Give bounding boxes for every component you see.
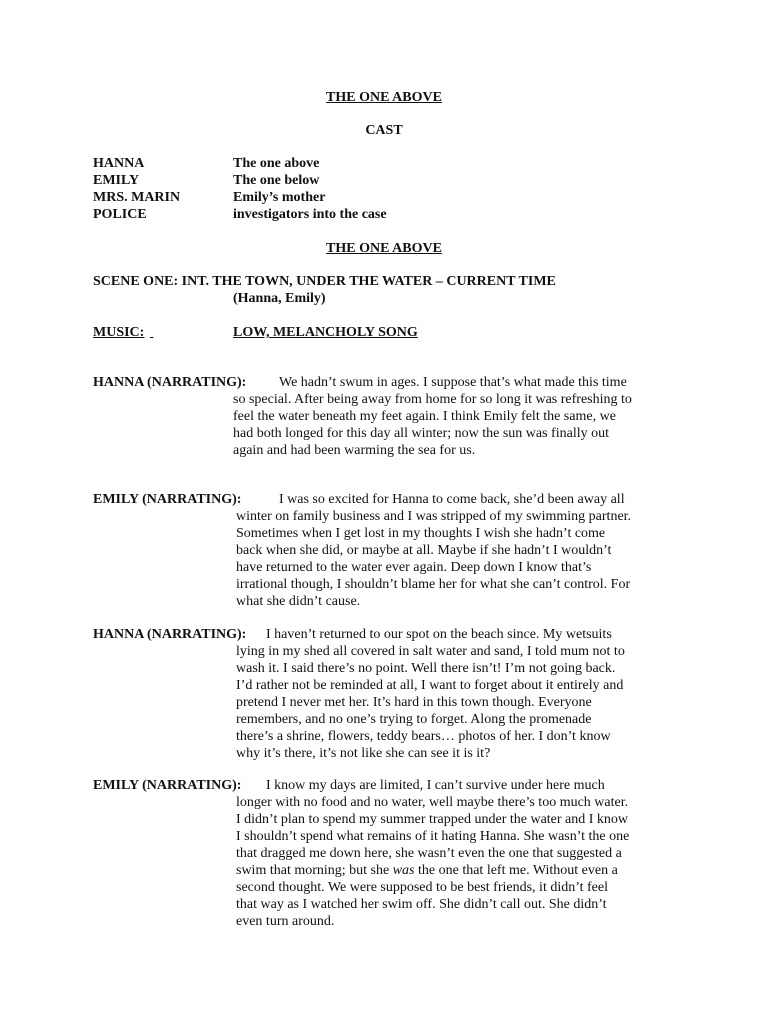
dialogue-line: irrational though, I shouldn’t blame her for what she can’t control. For [236, 577, 631, 592]
scene-characters: (Hanna, Emily) [233, 291, 326, 306]
dialogue-line: there’s a shrine, flowers, teddy bears… photos of her. I don’t know [236, 729, 611, 744]
dialogue-line: I know my days are limited, I can’t survive under here much [266, 778, 605, 793]
dialogue-line: remembers, and no one’s trying to forget. Along the promenade [236, 712, 592, 727]
dialogue-text: the one that left me. Without even a [414, 863, 618, 878]
dialogue-line: I shouldn’t spend what remains of it hating Hanna. She wasn’t the one [236, 829, 630, 844]
dialogue-line: I was so excited for Hanna to come back, she’d been away all [279, 492, 625, 507]
speaker-name: EMILY (NARRATING): [93, 778, 242, 793]
dialogue-line: wash it. I said there’s no point. Well there isn’t! I’m not going back. [236, 661, 616, 676]
dialogue-line: what she didn’t cause. [236, 594, 361, 609]
dialogue-line: that way as I watched her swim off. She didn’t call out. She didn’t [236, 897, 607, 912]
dialogue-line [236, 862, 618, 879]
dialogue-line: again and had been warming the sea for us. [233, 443, 476, 458]
dialogue-line: lying in my shed all covered in salt water and sand, I told mum not to [236, 644, 625, 659]
cast-role: The one above [233, 156, 320, 171]
music-value: LOW, MELANCHOLY SONG [233, 325, 418, 340]
dialogue-line: longer with no food and no water, well maybe there’s too much water. [236, 795, 629, 810]
cast-name: POLICE [93, 207, 147, 222]
scene-heading: SCENE ONE: INT. THE TOWN, UNDER THE WATER – CURRENT TIME [93, 274, 556, 289]
music-tab-underline [150, 324, 233, 341]
dialogue-line: even turn around. [236, 914, 335, 929]
cast-name: EMILY [93, 173, 140, 188]
music-label: MUSIC: [93, 325, 145, 340]
dialogue-line: pretend I never met her. It’s hard in this town though. Everyone [236, 695, 592, 710]
script-title: THE ONE ABOVE [326, 90, 442, 105]
dialogue-line: that dragged me down here, she wasn’t even the one that suggested a [236, 846, 622, 861]
dialogue-text: swim that morning; but she [236, 863, 393, 878]
cast-heading: CAST [365, 123, 403, 138]
cast-role: investigators into the case [233, 207, 387, 222]
dialogue-line: I didn’t plan to spend my summer trapped under the water and I know [236, 812, 629, 827]
dialogue-line: I haven’t returned to our spot on the beach since. My wetsuits [266, 627, 612, 642]
speaker-name: HANNA (NARRATING): [93, 627, 247, 642]
dialogue-line: so special. After being away from home for so long it was refreshing to [233, 392, 632, 407]
dialogue-line: second thought. We were supposed to be best friends, it didn’t feel [236, 880, 608, 895]
cast-name: MRS. MARIN [93, 190, 181, 205]
speaker-name: HANNA (NARRATING): [93, 375, 247, 390]
cast-role: Emily’s mother [233, 190, 326, 205]
dialogue-line: why it’s there, it’s not like she can see it is it? [236, 746, 491, 761]
emphasis-word: was [392, 863, 415, 878]
script-title-repeat: THE ONE ABOVE [326, 241, 442, 256]
speaker-name: EMILY (NARRATING): [93, 492, 242, 507]
dialogue-line: back when she did, or maybe at all. Maybe if she hadn’t I wouldn’t [236, 543, 612, 558]
dialogue-line: We hadn’t swum in ages. I suppose that’s what made this time [279, 375, 627, 390]
cast-name: HANNA [93, 156, 145, 171]
dialogue-line: Sometimes when I get lost in my thoughts I wish she hadn’t come [236, 526, 606, 541]
dialogue-line: feel the water beneath my feet again. I think Emily felt the same, we [233, 409, 616, 424]
dialogue-line: have returned to the water ever again. Deep down I know that’s [236, 560, 592, 575]
dialogue-line: I’d rather not be reminded at all, I want to forget about it entirely and [236, 678, 624, 693]
dialogue-line: winter on family business and I was stripped of my swimming partner. [236, 509, 632, 524]
dialogue-line: had both longed for this day all winter; now the sun was finally out [233, 426, 609, 441]
cast-role: The one below [233, 173, 320, 188]
